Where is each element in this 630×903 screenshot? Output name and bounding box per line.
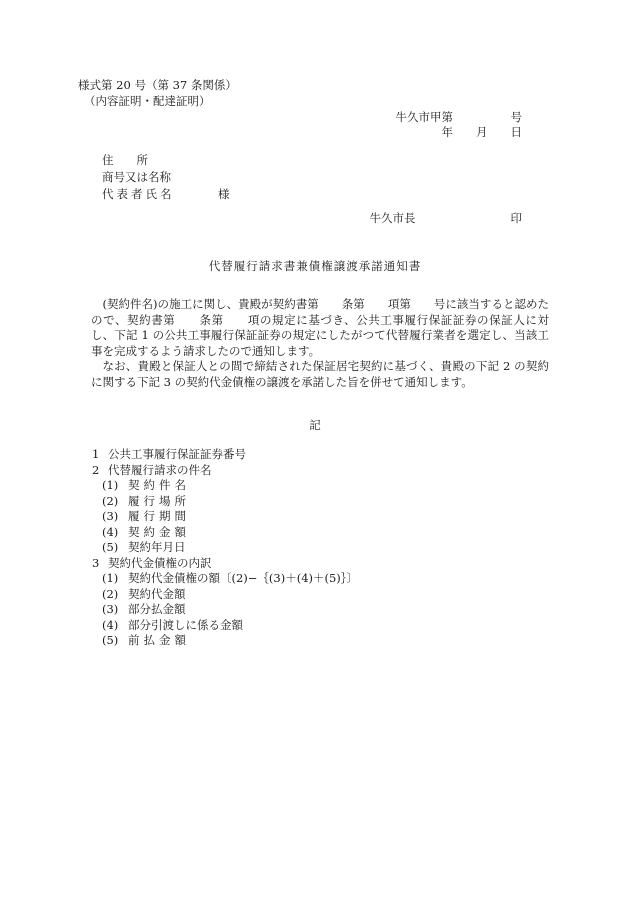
body-paragraph-2: なお、貴殿と保証人との間で締結された保証居宅契約に基づく、貴殿の下記 2 の契約に関する下記 3 の契約代金債権の譲渡を承諾した旨を併せて通知します。 [91, 359, 549, 389]
item-number: 3 [92, 555, 100, 570]
sub-item-label: 契約金額 [128, 524, 190, 539]
sub-item-number: (4) [102, 617, 119, 632]
sender-line [369, 211, 522, 226]
sub-item-label: 契約年月日 [128, 540, 186, 555]
addressee-block [102, 152, 230, 203]
address-row [102, 152, 230, 169]
form-number: 様式第 20 号（第 37 条関係） [78, 78, 237, 92]
ki-heading: 記 [309, 418, 321, 432]
sub-item [92, 540, 358, 556]
sub-item-label: 部分払金額 [128, 602, 186, 617]
honorific: 様 [218, 187, 230, 201]
sub-item [92, 509, 358, 525]
sub-item [92, 633, 358, 649]
sub-item [92, 602, 358, 618]
representative-row [102, 186, 230, 203]
sub-item-label: 部分引渡しに係る金額 [128, 617, 243, 632]
sub-item-label: 契約代金債権の額〔(2)−｛(3)＋(4)＋(5)｝〕 [128, 571, 359, 586]
body-paragraph-1: (契約件名)の施工に関し、貴殿が契約書第 条第 項第 号に該当すると認めたので、契約書第 条第 項の規定に基づき、公共工事履行保証証券の保証人に対し、下記 1 の公共工事履行保証証券の規定にしたがつて代替履行業者を選定し、当該工事を完成するよう請求したので通知します。 [91, 297, 549, 358]
item-label: 公共工事履行保証証券番号 [108, 447, 246, 462]
address-label: 住 所 [102, 153, 148, 167]
body-text [91, 297, 549, 390]
list-item [92, 463, 358, 479]
document-title: 代替履行請求書兼債権譲渡承諾通知書 [208, 259, 422, 273]
sender-name: 牛久市長 [369, 211, 416, 225]
item-number: 2 [92, 462, 100, 477]
sub-item [92, 494, 358, 510]
sub-item [92, 618, 358, 634]
sub-item-number: (5) [102, 540, 119, 555]
sub-item-number: (3) [102, 602, 119, 617]
sub-item-number: (5) [102, 633, 119, 648]
sub-item-label: 履行場所 [128, 493, 190, 508]
sub-item-number: (2) [102, 493, 119, 508]
sub-item-label: 契約件名 [128, 478, 190, 493]
sub-item-label: 履行期間 [128, 509, 190, 524]
item-number: 1 [92, 447, 100, 462]
document-number: 牛久市甲第 号 [395, 110, 522, 124]
item-label: 代替履行請求の件名 [108, 462, 212, 477]
sub-item [92, 571, 358, 587]
sub-item-label: 契約代金額 [128, 586, 186, 601]
seal-mark: 印 [510, 211, 522, 225]
sub-item-number: (4) [102, 524, 119, 539]
item-label: 契約代金債権の内訳 [108, 555, 212, 570]
sub-item [92, 525, 358, 541]
form-subtitle: （内容証明・配達証明） [84, 94, 211, 108]
document-number-block [396, 110, 523, 140]
sub-item-number: (3) [102, 509, 119, 524]
trade-name-row [102, 169, 230, 186]
item-list [92, 447, 358, 649]
list-item [92, 447, 358, 463]
trade-name-label: 商号又は名称 [102, 170, 171, 184]
sub-item [92, 587, 358, 603]
representative-label: 代表者氏名 [102, 187, 175, 201]
list-item [92, 556, 358, 572]
sub-item-number: (2) [102, 586, 119, 601]
sub-item-number: (1) [102, 478, 119, 493]
document-date: 年 月 日 [441, 125, 522, 139]
sub-item-label: 前払金額 [128, 633, 190, 648]
sub-item-number: (1) [102, 571, 119, 586]
sub-item [92, 478, 358, 494]
